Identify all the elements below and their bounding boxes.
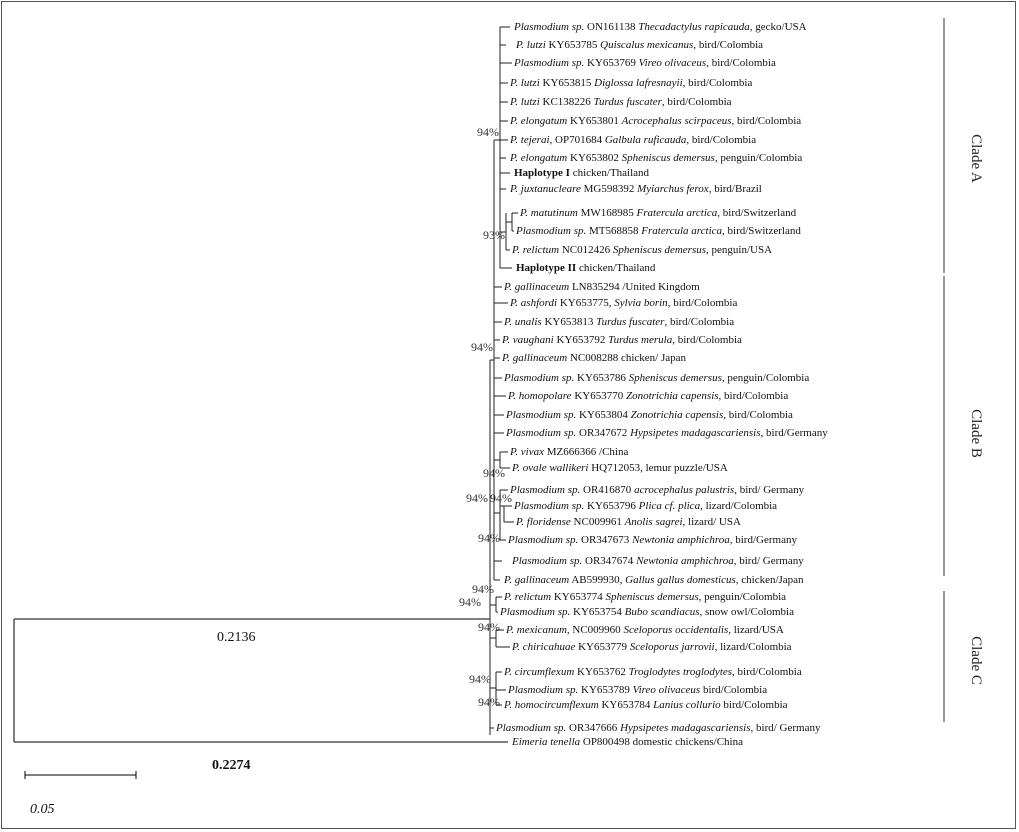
taxon-label: Plasmodium sp. KY653786 Spheniscus demersus, penguin/Colombia [504,372,810,384]
taxon-label: P. elongatum KY653801 Acrocephalus scirpaceus, bird/Colombia [510,115,802,127]
outgroup-branch-length: 0.2274 [212,758,251,773]
taxon-label: P. lutzi KC138226 Turdus fuscater, bird/Colombia [510,96,732,108]
taxon-label: P. gallinaceum NC008288 chicken/ Japan [502,352,687,364]
taxon-label: Plasmodium sp. KY653796 Plica cf. plica, lizard/Colombia [514,500,778,512]
taxon-label: P. matutinum MW168985 Fratercula arctica, bird/Switzerland [520,207,797,219]
scale-bar-value: 0.05 [30,802,55,817]
taxon-label: Plasmodium sp. OR416870 acrocephalus palustris, bird/ Germany [510,484,805,496]
bootstrap-value: 94% [477,125,499,139]
taxon-label: P. homocircumflexum KY653784 Lanius collurio bird/Colombia [504,699,788,711]
taxon-label: Plasmodium sp. KY653789 Vireo olivaceus bird/Colombia [508,684,768,696]
clade-a-label: Clade A [967,134,984,183]
taxon-label: P. gallinaceum AB599930, Gallus gallus domesticus, chicken/Japan [504,574,804,586]
ingroup-branch-length: 0.2136 [217,630,256,645]
bootstrap-value: 94% [483,466,505,480]
taxon-label: Eimeria tenella OP800498 domestic chickens/China [512,736,743,748]
taxon-label: Haplotype II chicken/Thailand [516,262,656,274]
taxon-label: Haplotype I chicken/Thailand [514,167,650,179]
taxon-label: P. juxtanucleare MG598392 Myiarchus ferox, bird/Brazil [510,183,762,195]
taxon-label: P. chiricahuae KY653779 Sceloporus jarrovii, lizard/Colombia [512,641,792,653]
bootstrap-value: 94% [490,491,512,505]
clade-b-label: Clade B [967,409,984,458]
taxon-label: Plasmodium sp. MT568858 Fratercula arctica, bird/Switzerland [516,225,801,237]
taxon-label: Plasmodium sp. OR347672 Hypsipetes madagascariensis, bird/Germany [506,427,828,439]
bootstrap-value: 94% [471,340,493,354]
taxon-label: P. ovale wallikeri HQ712053, lemur puzzle/USA [512,462,728,474]
taxon-label: Plasmodium sp. OR347674 Newtonia amphichroa, bird/ Germany [512,555,804,567]
taxon-label: Plasmodium sp. KY653754 Bubo scandiacus, snow owl/Colombia [500,606,794,618]
taxon-label: P. homopolare KY653770 Zonotrichia capensis, bird/Colombia [508,390,789,402]
bootstrap-value: 94% [478,531,500,545]
taxon-label: P. tejerai, OP701684 Galbula ruficauda, bird/Colombia [510,134,757,146]
bootstrap-value: 94% [478,695,500,709]
taxon-label: Plasmodium sp. OR347666 Hypsipetes madagascariensis, bird/ Germany [496,722,821,734]
taxon-label: P. relictum KY653774 Spheniscus demersus, penguin/Colombia [504,591,787,603]
taxon-label: P. gallinaceum LN835294 /United Kingdom [504,281,700,293]
taxon-label: Plasmodium sp. KY653769 Vireo olivaceus, bird/Colombia [514,57,776,69]
taxon-label: P. floridense NC009961 Anolis sagrei, lizard/ USA [516,516,741,528]
taxon-label: Plasmodium sp. OR347673 Newtonia amphichroa, bird/Germany [508,534,797,546]
bootstrap-value: 94% [472,582,494,596]
taxon-label: P. mexicanum, NC009960 Sceloporus occidentalis, lizard/USA [506,624,784,636]
bootstrap-value: 94% [459,595,481,609]
taxon-label: P. unalis KY653813 Turdus fuscater, bird/Colombia [504,316,735,328]
bootstrap-value: 94% [478,620,500,634]
bootstrap-value: 94% [466,491,488,505]
taxon-label: P. elongatum KY653802 Spheniscus demersus, penguin/Colombia [510,152,803,164]
taxon-label: P. circumflexum KY653762 Troglodytes troglodytes, bird/Colombia [504,666,802,678]
taxon-label: P. relictum NC012426 Spheniscus demersus, penguin/USA [512,244,773,256]
taxon-label: Plasmodium sp. KY653804 Zonotrichia capensis, bird/Colombia [506,409,793,421]
taxon-label: P. lutzi KY653815 Diglossa lafresnayii, bird/Colombia [510,77,753,89]
clade-c-label: Clade C [967,636,984,685]
bootstrap-value: 94% [469,672,491,686]
taxon-label: P. lutzi KY653785 Quiscalus mexicanus, bird/Colombia [516,39,764,51]
bootstrap-value: 93% [483,228,505,242]
taxon-label: P. vaughani KY653792 Turdus merula, bird/Colombia [502,334,742,346]
taxon-label: P. vivax MZ666366 /China [510,446,629,458]
taxon-label: Plasmodium sp. ON161138 Thecadactylus rapicauda, gecko/USA [514,21,807,33]
taxon-label: P. ashfordi KY653775, Sylvia borin, bird/Colombia [510,297,738,309]
